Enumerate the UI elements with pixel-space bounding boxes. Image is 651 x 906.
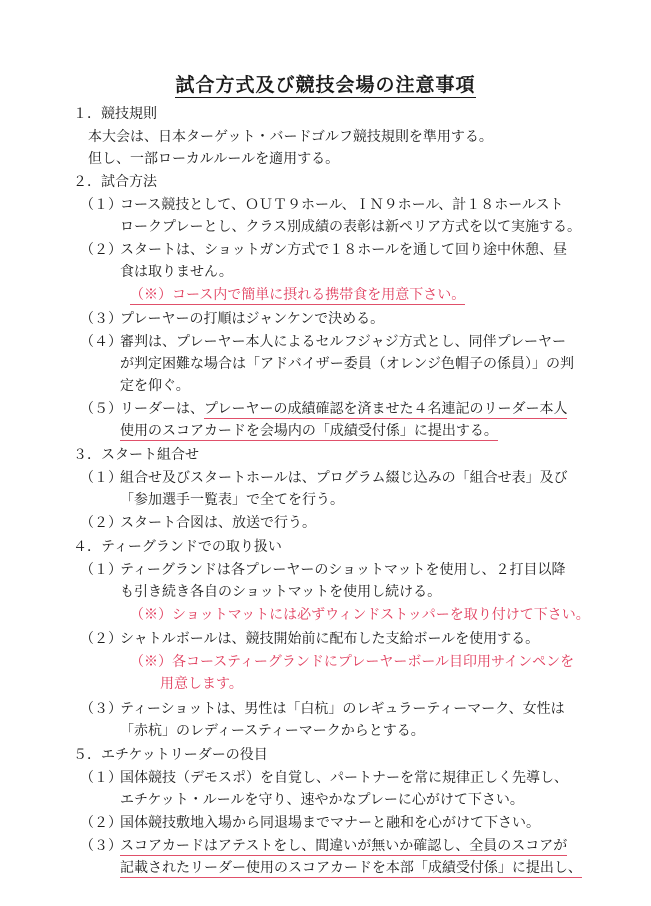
list-item-text: コース競技として、ＯＵＴ９ホール、ＩＮ９ホール、計１８ホールスト <box>120 197 564 213</box>
list-item-text: も引き続き各自のショットマットを使用し続ける。 <box>120 584 442 600</box>
list-item-text: スタートは、ショットガン方式で１８ホールを通して回り途中休憩、昼 <box>120 242 568 258</box>
handwritten-note <box>130 286 465 305</box>
item-number: （３） <box>80 311 122 327</box>
handwritten-note-text: （※）コース内で簡単に摂れる携帯食を用意下さい。 <box>130 287 466 303</box>
item-number: （１） <box>80 562 122 578</box>
item-number: （２） <box>80 815 122 831</box>
item-number: （４） <box>80 334 122 350</box>
section-4-heading: ４．ティーグランドでの取り扱い <box>73 539 282 555</box>
section-1-line-2: 但し、一部ローカルルールを適用する。 <box>88 151 340 167</box>
list-item-text <box>120 837 567 856</box>
section-1-heading: １．競技規則 <box>73 106 157 122</box>
page-title <box>0 72 651 98</box>
item-number: （２） <box>80 631 122 647</box>
list-item-text: が判定困難な場合は「アドバイザー委員（オレンジ色帽子の係員）」の判 <box>120 356 575 372</box>
list-item-text: ロークプレーとし、クラス別成績の表彰は新ペリア方式を以て実施する。 <box>120 219 582 235</box>
list-item-text: 食は取りません。 <box>120 264 233 280</box>
underlined-text: スコアカードはアテストをし、間違いが無いか確認し、全員のスコアが <box>120 838 568 854</box>
underlined-text: 使用のスコアカードを会場内の「成績受付係」に提出する。 <box>120 423 498 439</box>
list-item-text <box>120 400 567 419</box>
section-1-line-1: 本大会は、日本ターゲット・バードゴルフ競技規則を準用する。 <box>88 129 493 145</box>
page-title-text: 試合方式及び競技会場の注意事項 <box>175 74 476 96</box>
list-item-text: プレーヤーの打順はジャンケンで決める。 <box>120 311 385 327</box>
list-item-text: 「参加選手一覧表」で全てを行う。 <box>120 492 344 508</box>
list-item-text: 定を仰ぐ。 <box>120 378 190 394</box>
list-item-text-part: リーダーは、 <box>120 401 204 417</box>
list-item-text: エチケット・ルールを守り、速やかなプレーに心がけて下さい。 <box>120 792 524 808</box>
list-item-text: 国体競技（デモスポ）を自覚し、パートナーを常に規律正しく先導し、 <box>120 770 568 786</box>
item-number: （１） <box>80 470 122 486</box>
section-5-heading: ５．エチケットリーダーの役目 <box>73 747 268 763</box>
handwritten-note: （※）ショットマットには必ずウィンドストッパーを取り付けて下さい。 <box>130 607 590 623</box>
item-number: （５） <box>80 401 122 417</box>
item-number: （３） <box>80 701 122 717</box>
list-item-text: スタート合図は、放送で行う。 <box>120 515 316 531</box>
item-number: （２） <box>80 242 122 258</box>
item-number: （１） <box>80 770 122 786</box>
item-number: （２） <box>80 515 122 531</box>
list-item-text: 審判は、プレーヤー本人によるセルフジャジ方式とし、同伴プレーヤー <box>120 334 567 350</box>
list-item-text: ティーショットは、男性は「白杭」のレギュラーティーマーク、女性は <box>120 701 565 717</box>
section-3-heading: ３．スタート組合せ <box>73 447 199 463</box>
handwritten-note: 用意します。 <box>160 676 243 692</box>
list-item-text: 「赤杭」のレディースティーマークからとする。 <box>120 723 425 739</box>
list-item-text: シャトルボールは、競技開始前に配布した支給ボールを使用する。 <box>120 631 540 647</box>
underlined-text: プレーヤーの成績確認を済ませた４名連記のリーダー本人 <box>204 401 568 417</box>
item-number: （３） <box>80 838 122 854</box>
list-item-text: 組合せ及びスタートホールは、プログラム綴じ込みの「組合せ表」及び <box>120 470 568 486</box>
list-item-text <box>120 422 498 441</box>
item-number: （１） <box>80 197 122 213</box>
underlined-text: 記載されたリーダー使用のスコアカードを本部「成績受付係」に提出し、 <box>120 860 582 876</box>
list-item-text <box>120 859 582 878</box>
section-2-heading: ２．試合方法 <box>73 174 157 190</box>
handwritten-note: （※）各コースティーグランドにプレーヤーボール目印用サインペンを <box>130 654 575 670</box>
list-item-text: ティーグランドは各プレーヤーのショットマットを使用し、２打目以降 <box>120 562 566 578</box>
list-item-text: 国体競技敷地入場から同退場までマナーと融和を心がけて下さい。 <box>120 815 540 831</box>
